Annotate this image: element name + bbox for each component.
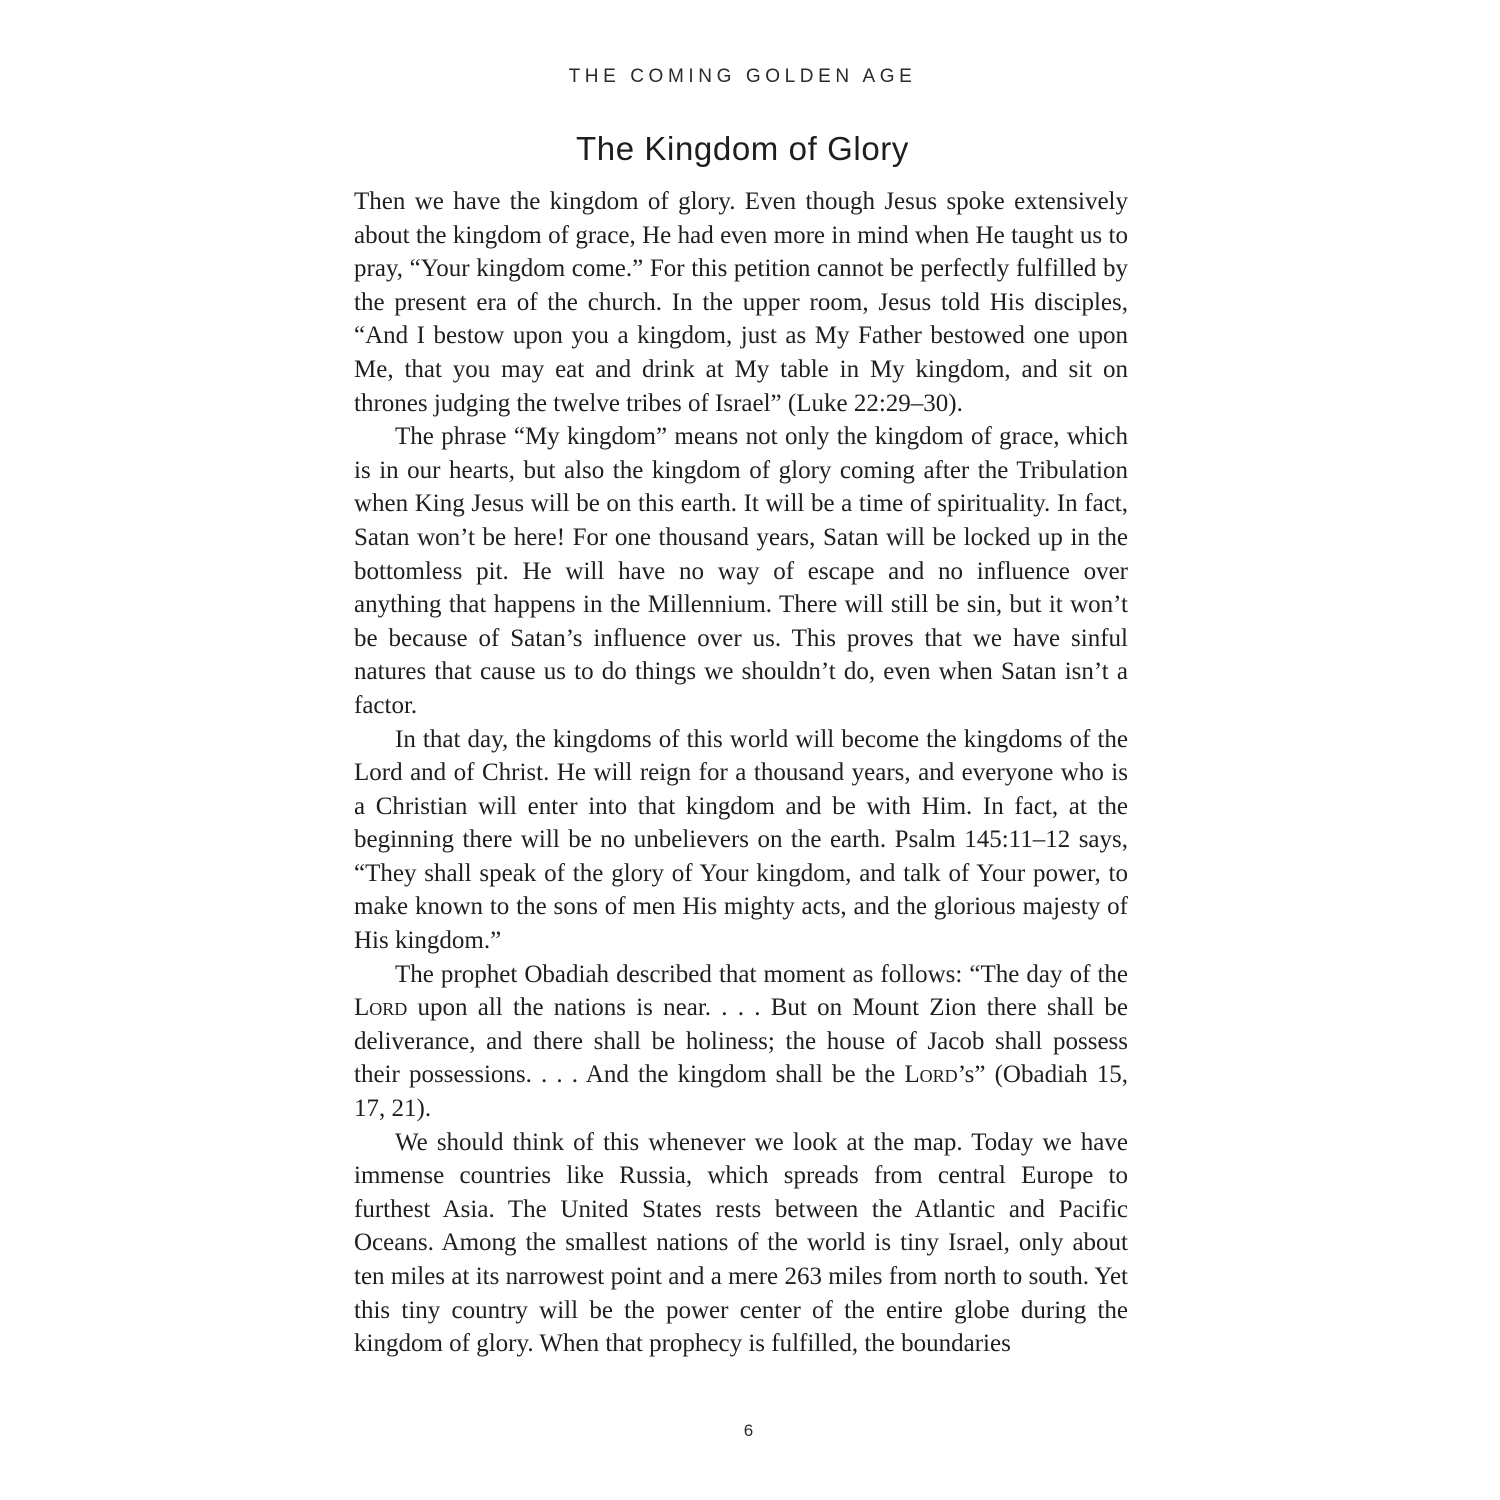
paragraph-3: In that day, the kingdoms of this world will become the kingdoms of the Lord and of Christ. He will reign for a thousand years, and everyone who is a Christian will enter into that kingdom and be with Him. In fact, at the beginning there will be no unbelievers on the earth. Psalm 145:11–12 says, “They shall speak of the glory of Your kingdom, and talk of Your power, to make known to the sons of men His mighty acts, and the glorious majesty of His kingdom.” bbox=[354, 725, 1128, 955]
paragraph-4-part-b: upon all the nations is near. . . . But on Mount Zion there shall be deliverance, and there shall be holiness; the house of Jacob shall possess their possessions. . . . And the kingdom shall be the bbox=[354, 994, 1128, 1089]
page-number: 6 bbox=[743, 1421, 754, 1440]
lord-small-caps: Lord bbox=[904, 1061, 958, 1089]
paragraph-4-part-c: ’s” (Obadiah 15, 17, 21). bbox=[354, 1061, 1128, 1123]
paragraph-5: We should think of this whenever we look at the map. Today we have immense countries like Russia, which spreads from central Europe to furthest Asia. The United States rests between the Atlantic and Pacific Oceans. Among the smallest nations of the world is tiny Israel, only about ten miles at its narrowest point and a mere 263 miles from north to south. Yet this tiny country will be the power center of the entire globe during the kingdom of glory. When that prophecy is fulfilled, the boundaries bbox=[354, 1128, 1128, 1358]
paragraph-1: Then we have the kingdom of glory. Even though Jesus spoke extensively about the kingdom of grace, He had even more in mind when He taught us to pray, “Your kingdom come.” For this petition cannot be perfectly fulfilled by the present era of the church. In the upper room, Jesus told His disciples, “And I bestow upon you a kingdom, just as My Father bestowed one upon Me, that you may eat and drink at My table in My kingdom, and sit on thrones judging the twelve tribes of Israel” (Luke 22:29–30). bbox=[354, 188, 1128, 417]
paragraph-4-part-a: The prophet Obadiah described that moment as follows: “The day of the bbox=[395, 960, 1128, 988]
paragraph-4 bbox=[354, 958, 1128, 1126]
running-head: THE COMING GOLDEN AGE bbox=[568, 66, 917, 87]
section-title: The Kingdom of Glory bbox=[576, 130, 909, 167]
body-text bbox=[354, 185, 1128, 1361]
paragraph-2: The phrase “My kingdom” means not only the kingdom of grace, which is in our hearts, but also the kingdom of glory coming after the Tribulation when King Jesus will be on this earth. It will be a time of spirituality. In fact, Satan won’t be here! For one thousand years, Satan will be locked up in the bottomless pit. He will have no way of escape and no influence over anything that happens in the Millennium. There will still be sin, but it won’t be because of Satan’s influence over us. This proves that we have sinful natures that cause us to do things we shouldn’t do, even when Satan isn’t a factor. bbox=[354, 423, 1128, 719]
lord-small-caps: Lord bbox=[354, 994, 408, 1022]
